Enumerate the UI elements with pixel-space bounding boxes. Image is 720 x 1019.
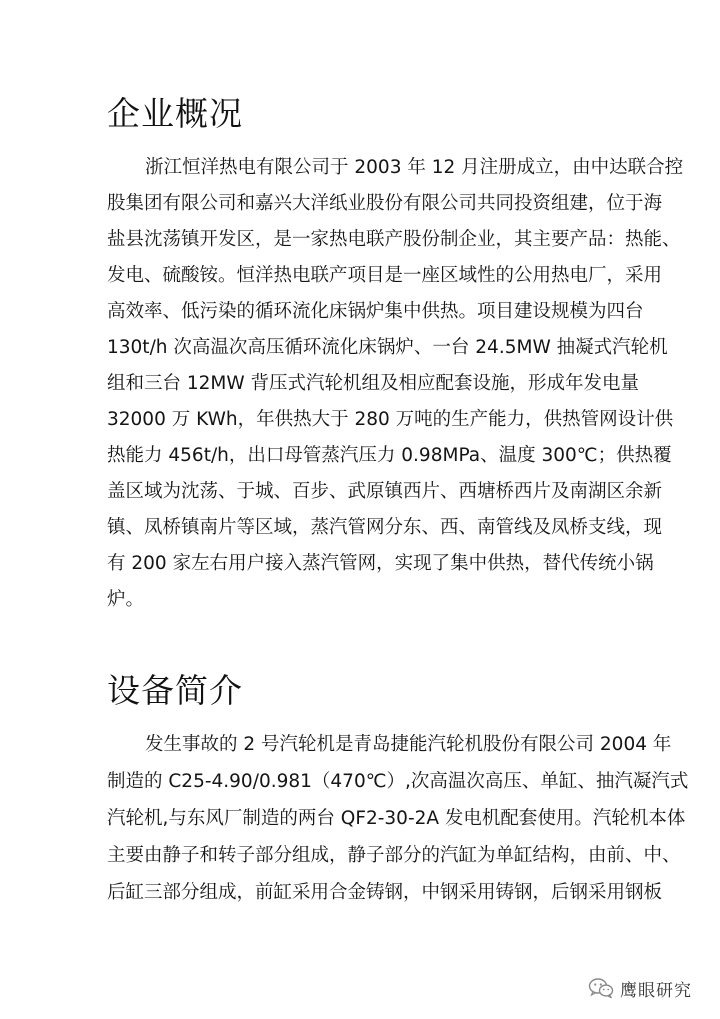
- paragraph-line: 制造的 C25-4.90/0.981（470℃）,次高温次高压、单缸、抽汽凝汽式: [107, 771, 689, 792]
- paragraph-line: 炉。: [107, 589, 145, 610]
- paragraph-line: 发生事故的 2 号汽轮机是青岛捷能汽轮机股份有限公司 2004 年: [145, 734, 672, 755]
- paragraph-line: 盐县沈荡镇开发区，是一家热电联产股份制企业，其主要产品：热能、: [107, 229, 681, 250]
- paragraph-line: 汽轮机,与东风厂制造的两台 QF2-30-2A 发电机配套使用。汽轮机本体: [107, 808, 686, 829]
- paragraph-line: 后缸三部分组成，前缸采用合金铸钢，中钢采用铸钢，后钢采用钢板: [107, 882, 663, 903]
- paragraph-line: 高效率、低污染的循环流化床锅炉集中供热。项目建设规模为四台: [107, 301, 644, 322]
- paragraph-line: 有 200 家左右用户接入蒸汽管网，实现了集中供热，替代传统小锅: [107, 553, 654, 574]
- paragraph-line: 镇、凤桥镇南片等区域，蒸汽管网分东、西、南管线及凤桥支线，现: [107, 517, 663, 538]
- paragraph-line: 股集团有限公司和嘉兴大洋纸业股份有限公司共同投资组建，位于海: [107, 193, 663, 214]
- paragraph-line: 32000 万 KWh，年供热大于 280 万吨的生产能力，供热管网设计供: [107, 409, 674, 430]
- paragraph-line: 130t/h 次高温次高压循环流化床锅炉、一台 24.5MW 抽凝式汽轮机: [107, 337, 668, 358]
- wechat-logo-icon: [588, 977, 614, 999]
- paragraph-line: 热能力 456t/h，出口母管蒸汽压力 0.98MPa、温度 300℃；供热覆: [107, 445, 672, 466]
- section-heading-equipment-intro: 设备简介: [107, 671, 243, 710]
- paragraph-line: 盖区域为沈荡、于城、百步、武原镇西片、西塘桥西片及南湖区余新: [107, 481, 663, 502]
- paragraph-line: 组和三台 12MW 背压式汽轮机组及相应配套设施，形成年发电量: [107, 373, 640, 394]
- watermark-text: 鹰眼研究: [620, 980, 692, 1001]
- paragraph-line: 主要由静子和转子部分组成，静子部分的汽缸为单缸结构，由前、中、: [107, 845, 681, 866]
- paragraph-line: 浙江恒洋热电有限公司于 2003 年 12 月注册成立，由中达联合控: [145, 157, 684, 178]
- watermark: [588, 974, 692, 1002]
- paragraph-line: 发电、硫酸铵。恒洋热电联产项目是一座区域性的公用热电厂，采用: [107, 265, 663, 286]
- section-heading-company-overview: 企业概况: [107, 94, 243, 133]
